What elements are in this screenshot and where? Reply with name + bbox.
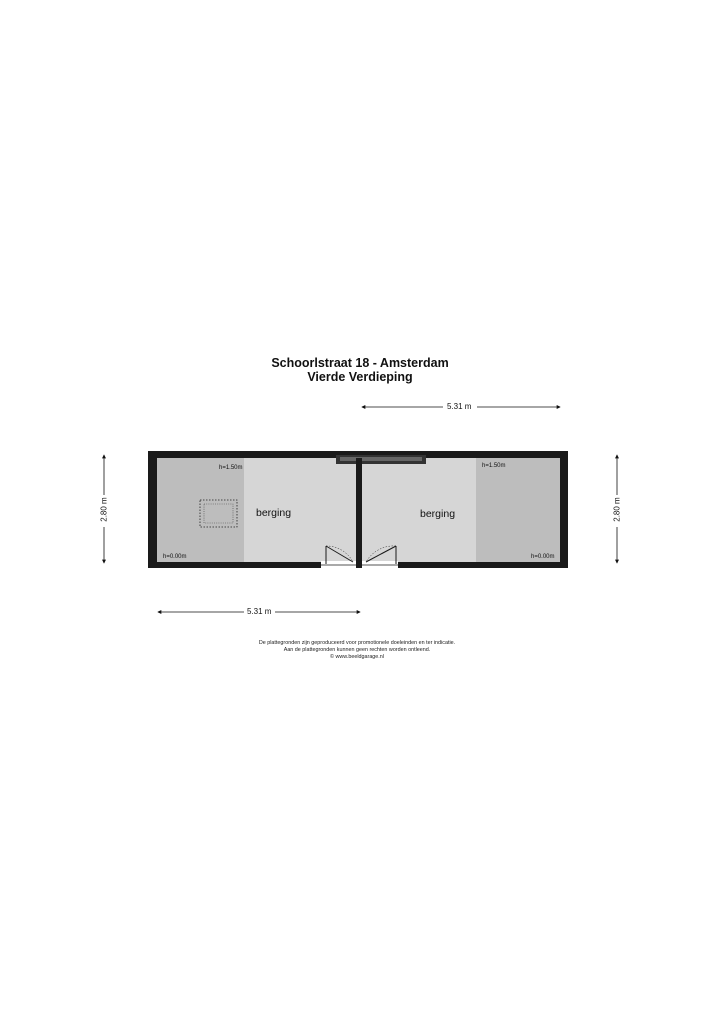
top-dimension-label: 5.31 m	[447, 402, 472, 411]
left-room-label: berging	[256, 507, 292, 519]
plan-title-address: Schoorlstraat 18 - Amsterdam	[271, 356, 449, 370]
right-room-height-top: h=1.50m	[482, 463, 506, 469]
right-room-floor	[362, 458, 476, 562]
dividing-wall	[356, 458, 362, 562]
right-dimension-label: 2.80 m	[612, 497, 622, 522]
right-room-height-bottom: h=0.00m	[531, 554, 555, 560]
disclaimer-line-3: © www.beeldgarage.nl	[329, 654, 385, 661]
left-dimension-label: 2.80 m	[99, 497, 109, 522]
disclaimer-line-1: De plattegronden zijn geproduceerd voor promotionele doeleinden en ter indicatie.	[258, 640, 456, 646]
disclaimer	[0, 640, 714, 662]
right-room-floor-low	[476, 458, 560, 562]
left-room-height-top: h=1.50m	[219, 465, 243, 471]
bottom-dimension-label: 5.31 m	[247, 607, 272, 616]
left-room-height-bottom: h=0.00m	[163, 554, 187, 560]
left-room-floor-low	[157, 458, 244, 562]
plan-title-floor: Vierde Verdieping	[307, 370, 413, 384]
disclaimer-line-2: Aan de plattegronden kunnen geen rechten worden ontleend.	[283, 647, 431, 654]
right-room-label: berging	[420, 508, 456, 520]
